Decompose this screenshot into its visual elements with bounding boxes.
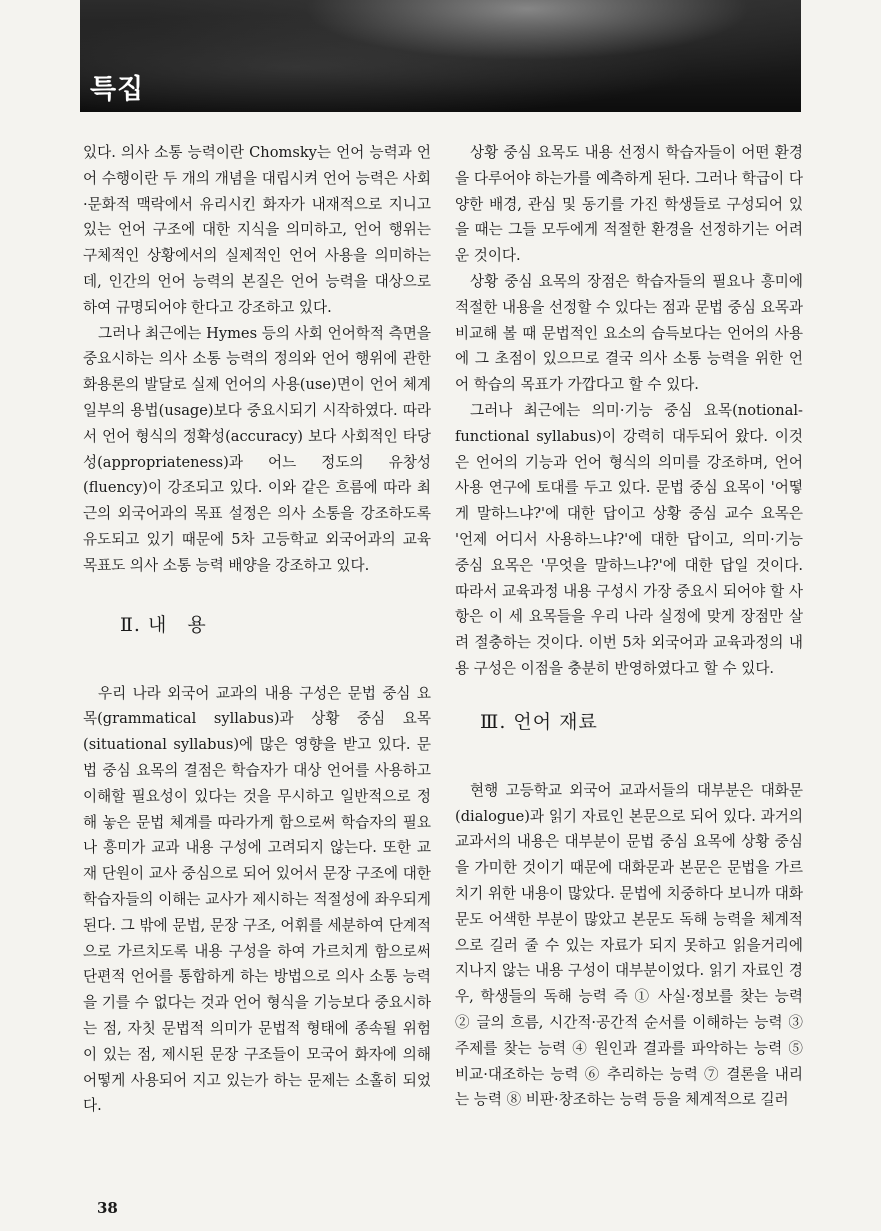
section-heading-language-materials: Ⅲ. 언어 재료 xyxy=(480,710,598,733)
section-header-banner xyxy=(80,0,801,112)
right-paragraph-4: 현행 고등학교 외국어 교과서들의 대부분은 대화문(dialogue)과 읽기 자료인 본문으로 되어 있다. 과거의 교과서의 내용은 대부분이 문법 중심 요목에 상황 중심을 가미한 것이기 때문에 대화문과 본문은 문법을 가르치기 위한 내용이 많았다. 문법에 치중하다 보니까 대화문도 어색한 부분이 많았고 본문도 독해 능력을 체계적으로 길러 줄 수 있는 자료가 되지 못하고 읽을거리에 지나지 않는 내용 구성이 대부분이었다. 읽기 자료인 경우, 학생들의 독해 능력 즉 ① 사실·정보를 찾는 능력 ② 글의 흐름, 시간적·공간적 순서를 이해하는 능력 ③ 주제를 찾는 능력 ④ 원인과 결과를 파악하는 능력 ⑤ 비교·대조하는 능력 ⑥ 추리하는 능력 ⑦ 결론을 내리는 능력 ⑧ 비판·창조하는 능력 등을 체계적으로 길러 xyxy=(455,781,803,1109)
right-paragraph-3: 그러나 최근에는 의미·기능 중심 요목(notional-functional syllabus)이 강력히 대두되어 왔다. 이것은 언어의 기능과 언어 형식의 의미를 강조하며, 언어 사용 연구에 토대를 두고 있다. 문법 중심 요목이 '어떻게 말하느냐?'에 대한 답이고 상황 중심 교수 요목은 '언제 어디서 사용하느냐?'에 대한 답이고, 의미·기능 중심 요목은 '무엇을 말하느냐?'에 대한 답일 것이다. 따라서 교육과정 내용 구성시 가장 중요시 되어야 할 사항은 이 세 요목들을 우리 나라 실정에 맞게 장점만 살려 절충하는 것이다. 이번 5차 외국어과 교육과정의 내용 구성은 이점을 충분히 반영하였다고 할 수 있다. xyxy=(455,401,803,677)
left-paragraph-3: 우리 나라 외국어 교과의 내용 구성은 문법 중심 요목(grammatical syllabus)과 상황 중심 요목(situational syllabus)에 많은 영향을 받고 있다. 문법 중심 요목의 결점은 학습자가 대상 언어를 사용하고 이해할 필요성이 있다는 것을 무시하고 일반적으로 정해 놓은 문법 체계를 따라가게 함으로써 학습자의 필요나 흥미가 교과 내용 구성에 고려되지 않는다. 또한 교재 단원이 교사 중심으로 되어 있어서 문장 구조에 대한 학습자들의 이해는 교사가 제시하는 적절성에 좌우되게 된다. 그 밖에 문법, 문장 구조, 어휘를 세분하여 단계적으로 가르치도록 내용 구성을 하여 가르치게 함으로써 단편적 언어를 통합하게 하는 방법으로 의사 소통 능력을 기를 수 없다는 것과 언어 형식을 기능보다 중요시하는 점, 자칫 문법적 의미가 문법적 형태에 종속될 위험이 있는 점, 제시된 문장 구조들이 모국어 화자에 의해 어떻게 사용되어 지고 있는가 하는 문제는 소홀히 되었다. xyxy=(83,684,431,1115)
left-column xyxy=(83,140,431,1119)
right-paragraph-1: 상황 중심 요목도 내용 선정시 학습자들이 어떤 환경을 다루어야 하는가를 예측하게 된다. 그러나 학급이 다양한 배경, 관심 및 동기를 가진 학생들로 구성되어 있을 때는 그들 모두에게 적절한 환경을 선정하기는 어려운 것이다. xyxy=(455,144,803,265)
right-column xyxy=(455,140,803,1113)
left-paragraph-2: 그러나 최근에는 Hymes 등의 사회 언어학적 측면을 중요시하는 의사 소통 능력의 정의와 언어 행위에 관한 화용론의 발달로 실제 언어의 사용(use)면이 언어 체계 일부의 용법(usage)보다 중요시되기 시작하였다. 따라서 언어 형식의 정확성(accuracy) 보다 사회적인 타당성(appropriateness)과 어느 정도의 유창성(fluency)이 강조되고 있다. 이와 같은 흐름에 따라 최근의 외국어과의 목표 설정은 의사 소통을 강조하도록 유도되고 있기 때문에 5차 고등학교 외국어과의 교육 목표도 의사 소통 능력 배양을 강조하고 있다. xyxy=(83,324,431,574)
right-paragraph-2: 상황 중심 요목의 장점은 학습자들의 필요나 흥미에 적절한 내용을 선정할 수 있다는 점과 문법 중심 요목과 비교해 볼 때 문법적인 요소의 습득보다는 언어의 사용에 그 초점이 있으므로 결국 의사 소통 능력을 위한 언어 학습의 목표가 가깝다고 할 수 있다. xyxy=(455,272,803,394)
section-label: 특집 xyxy=(90,74,145,105)
page-number: 38 xyxy=(97,1199,118,1217)
section-heading-contents: Ⅱ. 내 용 xyxy=(120,613,207,636)
left-paragraph-1: 있다. 의사 소통 능력이란 Chomsky는 언어 능력과 언어 수행이란 두 개의 개념을 대립시켜 언어 능력은 사회·문화적 맥락에서 유리시킨 화자가 내재적으로 지니고 있는 언어 구조에 대한 지식을 의미하고, 언어 행위는 구체적인 상황에서의 실제적인 언어 사용을 의미하는 데, 인간의 언어 능력의 본질은 언어 능력을 대상으로 하여 규명되어야 한다고 강조하고 있다. xyxy=(83,144,431,316)
